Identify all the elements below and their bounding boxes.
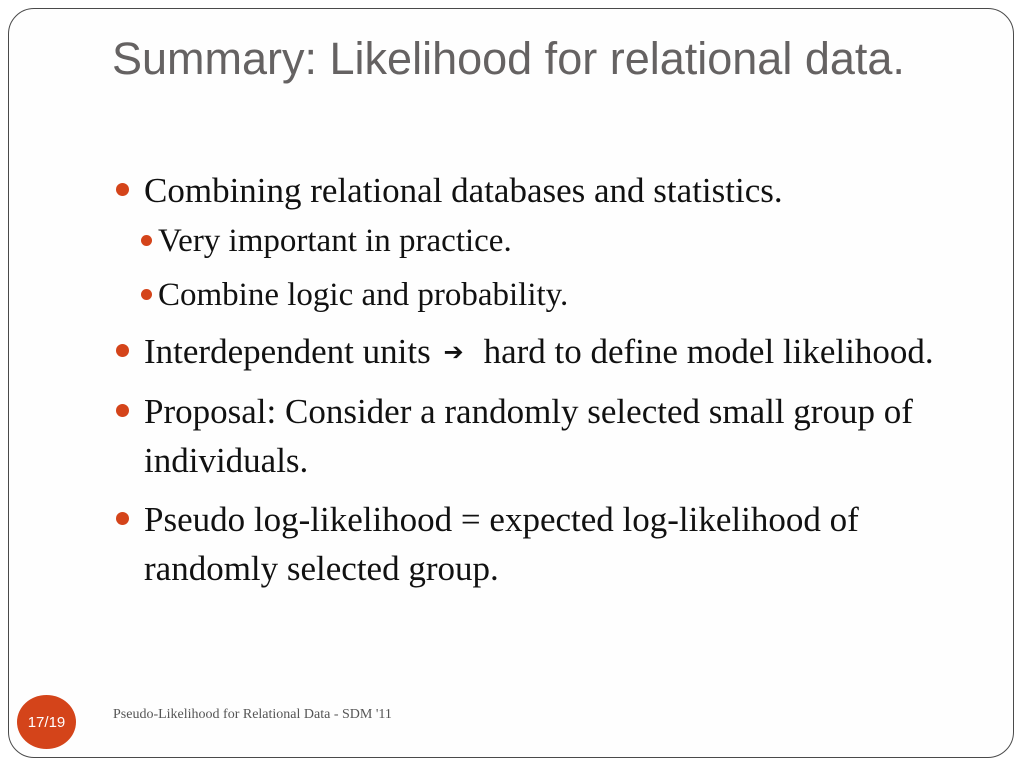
bullet-item [113,387,953,485]
bullet-list [113,166,953,603]
bullet-item [113,166,953,317]
bullet-text-before-arrow: Interdependent units [144,332,431,371]
bullet-dot-icon [116,183,129,196]
bullet-item [113,327,953,377]
slide-title: Summary: Likelihood for relational data. [112,33,905,84]
sub-bullet-item [141,273,953,317]
right-arrow-icon: ➔ [443,338,464,366]
footer-text: Pseudo-Likelihood for Relational Data - SDM '11 [113,707,392,722]
bullet-dot-icon [116,404,129,417]
sub-bullet-text: Very important in practice. [158,223,512,259]
bullet-text: Proposal: Consider a randomly selected small group of individuals. [144,392,913,480]
sub-bullet-list [141,219,953,317]
sub-bullet-dot-icon [141,235,152,246]
page-number-badge: 17/19 [17,695,76,749]
bullet-text: Combining relational databases and statistics. [144,171,783,210]
bullet-item [113,495,953,593]
sub-bullet-text: Combine logic and probability. [158,277,569,313]
bullet-dot-icon [116,344,129,357]
sub-bullet-item [141,219,953,263]
bullet-text: Pseudo log-likelihood = expected log-likelihood of randomly selected group. [144,500,859,588]
bullet-dot-icon [116,512,129,525]
bullet-text-after-arrow: hard to define model likelihood. [483,332,934,371]
sub-bullet-dot-icon [141,289,152,300]
